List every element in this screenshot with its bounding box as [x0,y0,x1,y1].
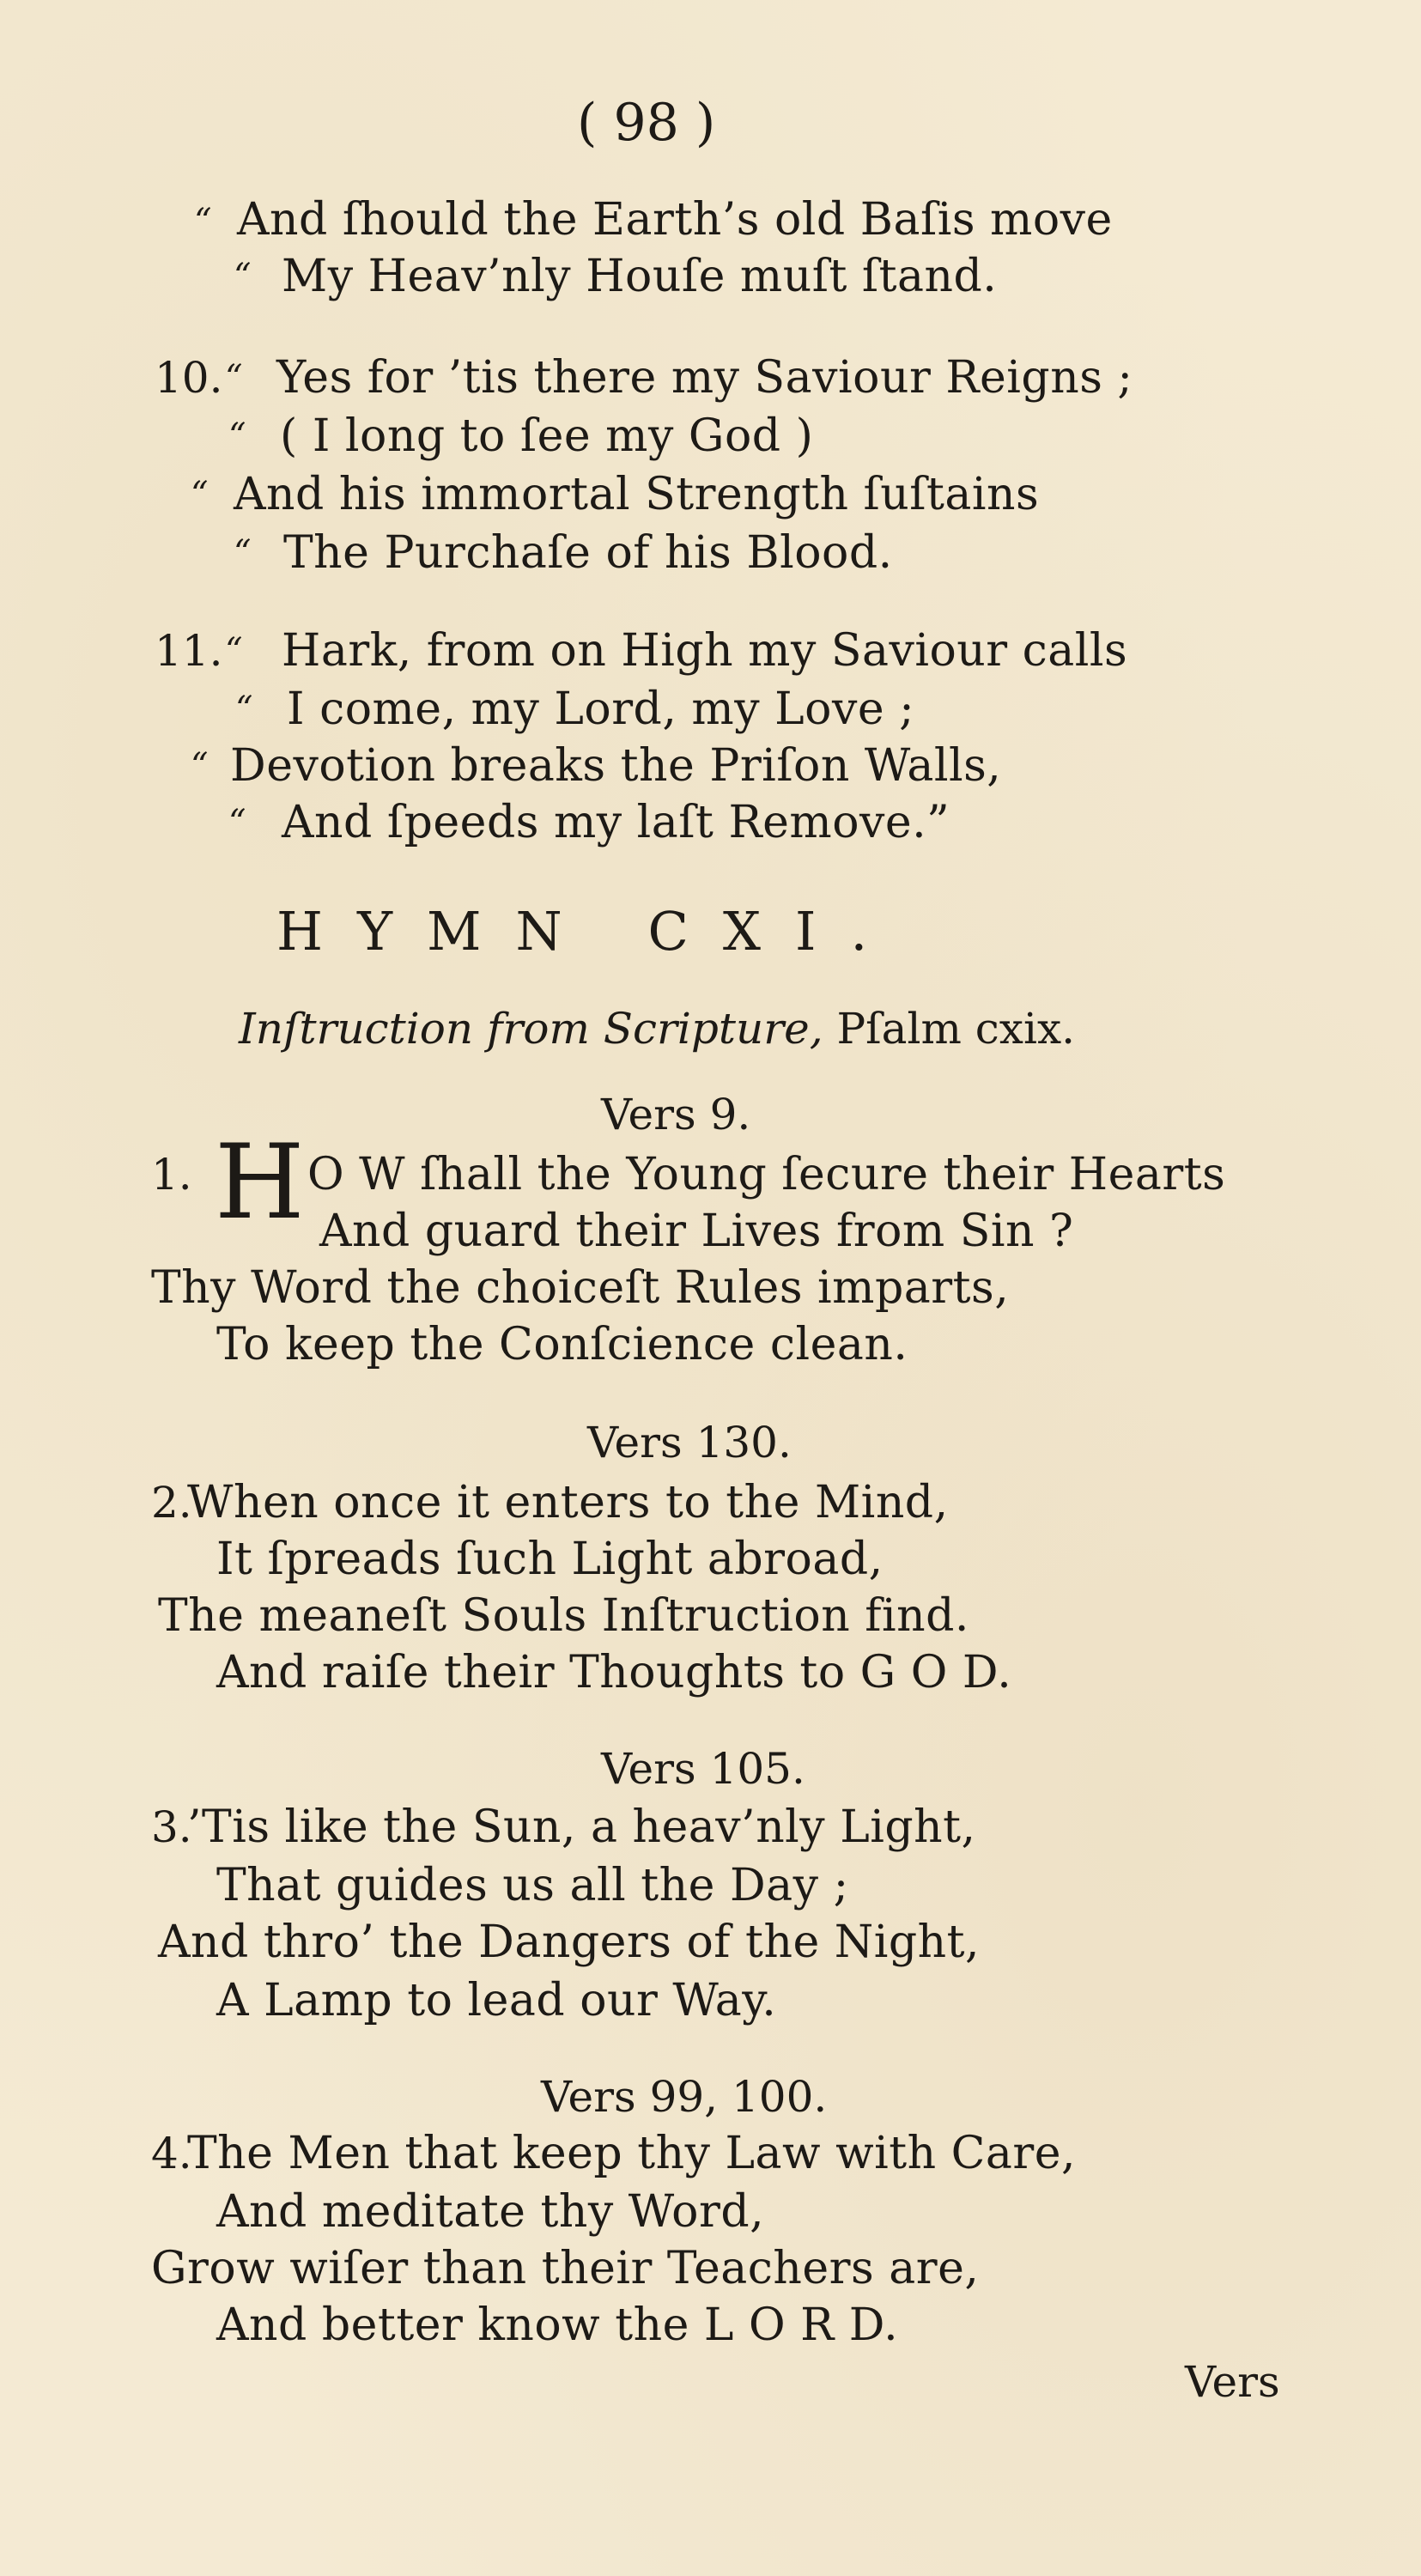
verse-line: And guard their Lives from Sin ? [319,1206,1074,1257]
verse-line: The Men that keep thy Law with Care, [187,2128,1077,2179]
verse-line: The meaneſt Souls Inſtruction find. [158,1590,969,1642]
hymn-subtitle-italic: Inſtruction from Scripture, [239,1004,823,1054]
verse-line: My Heav’nly Houſe muſt ſtand. [282,251,998,302]
verse-line: The Purchaſe of his Blood. [283,527,893,579]
hymn-subtitle-psalm: Pſalm cxix. [836,1004,1076,1054]
verse-line: I come, my Lord, my Love ; [287,683,915,735]
verse-line: It ſpreads ſuch Light abroad, [216,1534,884,1585]
quote-mark: “ [234,533,252,573]
verse-reference: Vers 99, 100. [541,2072,828,2122]
stanza-number: 2. [151,1478,192,1528]
quote-mark: “ [225,631,243,671]
quote-mark: “ [191,746,209,786]
drop-cap: H [215,1123,305,1242]
verse-line: And meditate thy Word, [216,2186,765,2238]
verse-line: And thro’ the Dangers of the Night, [158,1917,981,1968]
stanza-number: 11. [155,626,223,676]
verse-line: And ſhould the Earth’s old Baſis move [237,194,1113,246]
quote-mark: “ [191,475,209,514]
quote-mark: “ [228,416,246,456]
verse-line: When once it enters to the Mind, [187,1477,949,1528]
verse-line: Thy Word the choiceſt Rules imparts, [151,1262,1010,1314]
verse-line: O W ſhall the Young ſecure their Hearts [307,1149,1226,1200]
quote-mark: “ [194,202,212,241]
verse-line: And raiſe their Thoughts to G O D. [216,1647,1012,1698]
verse-line: A Lamp to lead our Way. [216,1975,777,2026]
verse-line: That guides us all the Day ; [216,1860,849,1911]
verse-line: And his immortal Strength ſuſtains [234,469,1040,520]
catchword: Vers [1185,2357,1280,2407]
verse-line: Yes for ’tis there my Saviour Reigns ; [276,352,1133,404]
verse-line: To keep the Conſcience clean. [216,1319,908,1370]
verse-reference: Vers 9. [601,1090,751,1139]
verse-line: And ſpeeds my laſt Remove.” [282,797,950,848]
stanza-number: 3. [151,1802,192,1852]
quote-mark: “ [235,690,253,729]
hymn-title: HYMN CXI. [276,900,902,963]
quote-mark: “ [225,358,243,398]
verse-line: Hark, from on High my Saviour calls [282,625,1128,677]
verse-line: Grow wiſer than their Teachers are, [151,2243,980,2294]
stanza-number: 10. [155,353,223,403]
hymn-subtitle [239,1003,1075,1054]
quote-mark: “ [228,803,246,842]
verse-line: Devotion breaks the Priſon Walls, [230,740,1002,792]
stanza-number: 1. [151,1150,192,1200]
verse-reference: Vers 130. [587,1418,792,1467]
verse-reference: Vers 105. [601,1744,805,1794]
stanza-number: 4. [151,2129,192,2178]
quote-mark: “ [234,257,252,296]
verse-line: ( I long to ſee my God ) [280,410,814,462]
page-number: ( 98 ) [577,93,716,153]
verse-line: And better know the L O R D. [216,2300,899,2351]
verse-line: ’Tis like the Sun, a heav’nly Light, [187,1801,976,1853]
